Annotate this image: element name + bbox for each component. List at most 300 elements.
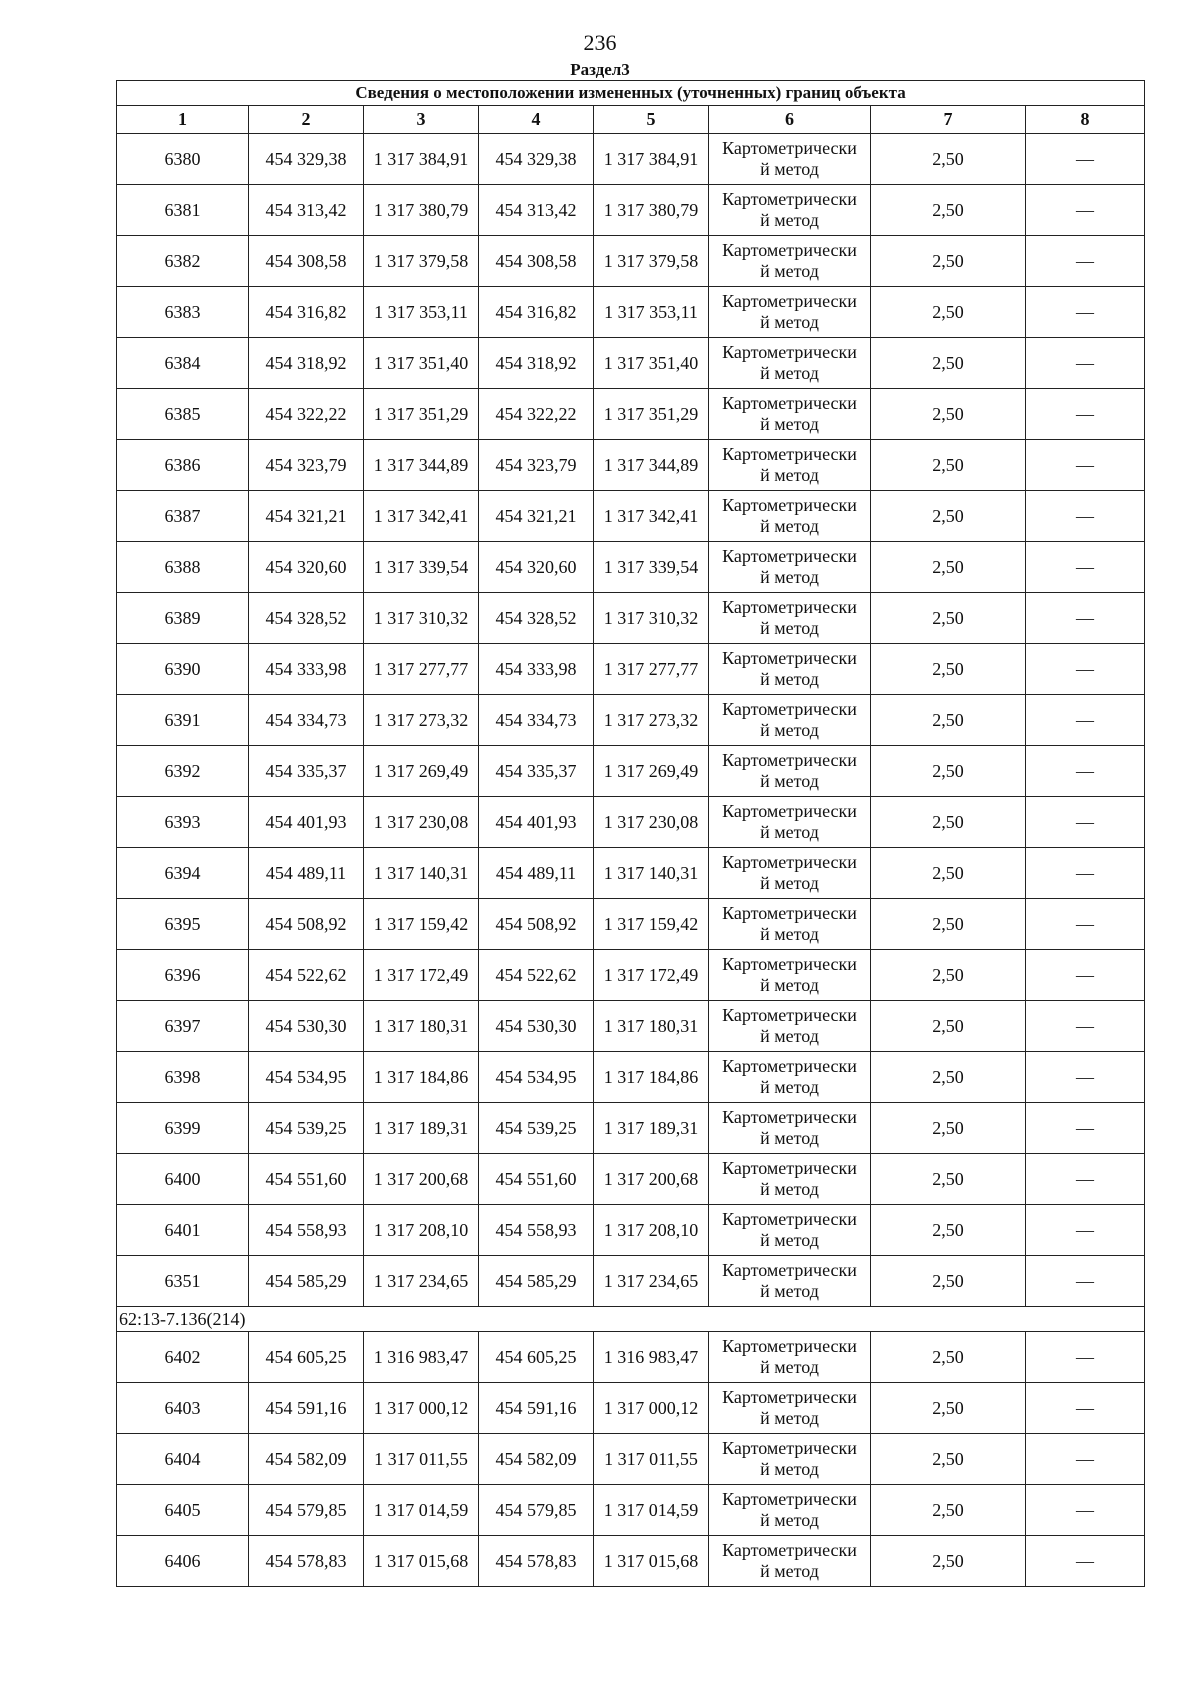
x-new-cell: 454 591,16 bbox=[479, 1383, 594, 1434]
table-row bbox=[117, 644, 1145, 695]
method-line: Картометрически bbox=[722, 852, 857, 872]
method-line: й метод bbox=[760, 261, 819, 281]
x-old-cell: 454 320,60 bbox=[249, 542, 364, 593]
point-number-cell: 6384 bbox=[117, 338, 249, 389]
y-new-cell: 1 316 983,47 bbox=[594, 1332, 709, 1383]
y-old-cell: 1 317 351,29 bbox=[364, 389, 479, 440]
table-row bbox=[117, 1434, 1145, 1485]
description-cell: — bbox=[1026, 593, 1145, 644]
method-line: Картометрически bbox=[722, 954, 857, 974]
method-line: Картометрически bbox=[722, 342, 857, 362]
description-cell: — bbox=[1026, 134, 1145, 185]
table-row bbox=[117, 1103, 1145, 1154]
accuracy-cell: 2,50 bbox=[871, 797, 1026, 848]
y-new-cell: 1 317 189,31 bbox=[594, 1103, 709, 1154]
table-row bbox=[117, 1536, 1145, 1587]
description-cell: — bbox=[1026, 797, 1145, 848]
accuracy-cell: 2,50 bbox=[871, 236, 1026, 287]
y-old-cell: 1 317 344,89 bbox=[364, 440, 479, 491]
x-old-cell: 454 530,30 bbox=[249, 1001, 364, 1052]
table-row bbox=[117, 236, 1145, 287]
accuracy-cell: 2,50 bbox=[871, 848, 1026, 899]
point-number-cell: 6390 bbox=[117, 644, 249, 695]
y-old-cell: 1 317 172,49 bbox=[364, 950, 479, 1001]
accuracy-cell: 2,50 bbox=[871, 1434, 1026, 1485]
y-old-cell: 1 317 379,58 bbox=[364, 236, 479, 287]
x-old-cell: 454 329,38 bbox=[249, 134, 364, 185]
accuracy-cell: 2,50 bbox=[871, 950, 1026, 1001]
y-new-cell: 1 317 184,86 bbox=[594, 1052, 709, 1103]
y-old-cell: 1 317 277,77 bbox=[364, 644, 479, 695]
x-new-cell: 454 318,92 bbox=[479, 338, 594, 389]
y-old-cell: 1 317 269,49 bbox=[364, 746, 479, 797]
method-cell bbox=[709, 644, 871, 695]
point-number-cell: 6400 bbox=[117, 1154, 249, 1205]
x-old-cell: 454 558,93 bbox=[249, 1205, 364, 1256]
group-section bbox=[117, 1307, 1145, 1332]
method-line: Картометрически bbox=[722, 240, 857, 260]
x-new-cell: 454 334,73 bbox=[479, 695, 594, 746]
method-cell bbox=[709, 695, 871, 746]
x-old-cell: 454 316,82 bbox=[249, 287, 364, 338]
x-new-cell: 454 605,25 bbox=[479, 1332, 594, 1383]
description-cell: — bbox=[1026, 1256, 1145, 1307]
method-line: Картометрически bbox=[722, 1387, 857, 1407]
method-line: Картометрически bbox=[722, 1158, 857, 1178]
y-new-cell: 1 317 230,08 bbox=[594, 797, 709, 848]
x-old-cell: 454 313,42 bbox=[249, 185, 364, 236]
accuracy-cell: 2,50 bbox=[871, 389, 1026, 440]
y-old-cell: 1 317 273,32 bbox=[364, 695, 479, 746]
y-old-cell: 1 316 983,47 bbox=[364, 1332, 479, 1383]
x-old-cell: 454 489,11 bbox=[249, 848, 364, 899]
method-cell bbox=[709, 1256, 871, 1307]
method-line: й метод bbox=[760, 1510, 819, 1530]
point-number-cell: 6381 bbox=[117, 185, 249, 236]
table-row bbox=[117, 134, 1145, 185]
method-line: й метод bbox=[760, 771, 819, 791]
x-new-cell: 454 534,95 bbox=[479, 1052, 594, 1103]
y-new-cell: 1 317 344,89 bbox=[594, 440, 709, 491]
y-old-cell: 1 317 234,65 bbox=[364, 1256, 479, 1307]
table-row bbox=[117, 1052, 1145, 1103]
accuracy-cell: 2,50 bbox=[871, 644, 1026, 695]
point-number-cell: 6406 bbox=[117, 1536, 249, 1587]
x-new-cell: 454 320,60 bbox=[479, 542, 594, 593]
x-new-cell: 454 522,62 bbox=[479, 950, 594, 1001]
method-line: й метод bbox=[760, 873, 819, 893]
description-cell: — bbox=[1026, 338, 1145, 389]
method-cell bbox=[709, 1536, 871, 1587]
method-line: Картометрически bbox=[722, 546, 857, 566]
column-header: 7 bbox=[871, 106, 1026, 134]
method-line: й метод bbox=[760, 1026, 819, 1046]
description-cell: — bbox=[1026, 1383, 1145, 1434]
x-new-cell: 454 585,29 bbox=[479, 1256, 594, 1307]
y-old-cell: 1 317 015,68 bbox=[364, 1536, 479, 1587]
method-line: Картометрически bbox=[722, 1005, 857, 1025]
group-row bbox=[117, 1307, 1145, 1332]
method-cell bbox=[709, 1434, 871, 1485]
y-old-cell: 1 317 351,40 bbox=[364, 338, 479, 389]
column-header: 4 bbox=[479, 106, 594, 134]
point-number-cell: 6388 bbox=[117, 542, 249, 593]
x-new-cell: 454 335,37 bbox=[479, 746, 594, 797]
method-cell bbox=[709, 440, 871, 491]
table-row bbox=[117, 950, 1145, 1001]
method-line: Картометрически bbox=[722, 1540, 857, 1560]
y-new-cell: 1 317 269,49 bbox=[594, 746, 709, 797]
table-row bbox=[117, 1154, 1145, 1205]
column-header: 3 bbox=[364, 106, 479, 134]
method-cell bbox=[709, 899, 871, 950]
y-new-cell: 1 317 208,10 bbox=[594, 1205, 709, 1256]
point-number-cell: 6383 bbox=[117, 287, 249, 338]
description-cell: — bbox=[1026, 950, 1145, 1001]
method-line: й метод bbox=[760, 312, 819, 332]
y-new-cell: 1 317 011,55 bbox=[594, 1434, 709, 1485]
x-old-cell: 454 322,22 bbox=[249, 389, 364, 440]
accuracy-cell: 2,50 bbox=[871, 1536, 1026, 1587]
y-new-cell: 1 317 342,41 bbox=[594, 491, 709, 542]
accuracy-cell: 2,50 bbox=[871, 695, 1026, 746]
table-row bbox=[117, 593, 1145, 644]
x-old-cell: 454 534,95 bbox=[249, 1052, 364, 1103]
accuracy-cell: 2,50 bbox=[871, 440, 1026, 491]
accuracy-cell: 2,50 bbox=[871, 1205, 1026, 1256]
description-cell: — bbox=[1026, 1001, 1145, 1052]
accuracy-cell: 2,50 bbox=[871, 1485, 1026, 1536]
method-line: Картометрически bbox=[722, 444, 857, 464]
description-cell: — bbox=[1026, 1536, 1145, 1587]
description-cell: — bbox=[1026, 746, 1145, 797]
method-line: Картометрически bbox=[722, 750, 857, 770]
group-label: 62:13-7.136(214) bbox=[117, 1307, 1145, 1332]
x-old-cell: 454 321,21 bbox=[249, 491, 364, 542]
table-row bbox=[117, 338, 1145, 389]
x-old-cell: 454 335,37 bbox=[249, 746, 364, 797]
y-old-cell: 1 317 342,41 bbox=[364, 491, 479, 542]
table-row bbox=[117, 440, 1145, 491]
y-new-cell: 1 317 234,65 bbox=[594, 1256, 709, 1307]
description-cell: — bbox=[1026, 1332, 1145, 1383]
table-caption-row bbox=[117, 81, 1145, 106]
method-cell bbox=[709, 491, 871, 542]
y-new-cell: 1 317 172,49 bbox=[594, 950, 709, 1001]
y-new-cell: 1 317 310,32 bbox=[594, 593, 709, 644]
section-title: Раздел3 bbox=[570, 60, 630, 79]
method-cell bbox=[709, 1383, 871, 1434]
x-new-cell: 454 539,25 bbox=[479, 1103, 594, 1154]
method-line: й метод bbox=[760, 924, 819, 944]
y-new-cell: 1 317 339,54 bbox=[594, 542, 709, 593]
method-line: й метод bbox=[760, 1128, 819, 1148]
point-number-cell: 6391 bbox=[117, 695, 249, 746]
method-line: Картометрически bbox=[722, 1336, 857, 1356]
x-old-cell: 454 318,92 bbox=[249, 338, 364, 389]
table-row bbox=[117, 695, 1145, 746]
accuracy-cell: 2,50 bbox=[871, 1383, 1026, 1434]
table-row bbox=[117, 389, 1145, 440]
x-old-cell: 454 582,09 bbox=[249, 1434, 364, 1485]
table-row bbox=[117, 185, 1145, 236]
point-number-cell: 6389 bbox=[117, 593, 249, 644]
accuracy-cell: 2,50 bbox=[871, 185, 1026, 236]
y-new-cell: 1 317 379,58 bbox=[594, 236, 709, 287]
point-number-cell: 6397 bbox=[117, 1001, 249, 1052]
description-cell: — bbox=[1026, 644, 1145, 695]
method-line: й метод bbox=[760, 363, 819, 383]
y-new-cell: 1 317 273,32 bbox=[594, 695, 709, 746]
accuracy-cell: 2,50 bbox=[871, 134, 1026, 185]
method-line: й метод bbox=[760, 1357, 819, 1377]
table-row bbox=[117, 1383, 1145, 1434]
description-cell: — bbox=[1026, 1485, 1145, 1536]
point-number-cell: 6393 bbox=[117, 797, 249, 848]
point-number-cell: 6392 bbox=[117, 746, 249, 797]
method-line: Картометрически bbox=[722, 1260, 857, 1280]
accuracy-cell: 2,50 bbox=[871, 899, 1026, 950]
method-line: й метод bbox=[760, 414, 819, 434]
method-line: Картометрически bbox=[722, 597, 857, 617]
x-new-cell: 454 333,98 bbox=[479, 644, 594, 695]
method-line: й метод bbox=[760, 1230, 819, 1250]
point-number-cell: 6385 bbox=[117, 389, 249, 440]
table-row bbox=[117, 542, 1145, 593]
column-header-row bbox=[117, 106, 1145, 134]
method-line: й метод bbox=[760, 516, 819, 536]
method-line: Картометрически bbox=[722, 189, 857, 209]
point-number-cell: 6386 bbox=[117, 440, 249, 491]
x-new-cell: 454 530,30 bbox=[479, 1001, 594, 1052]
method-cell bbox=[709, 1001, 871, 1052]
method-cell bbox=[709, 389, 871, 440]
method-cell bbox=[709, 338, 871, 389]
x-new-cell: 454 316,82 bbox=[479, 287, 594, 338]
method-line: Картометрически bbox=[722, 393, 857, 413]
method-line: й метод bbox=[760, 669, 819, 689]
x-new-cell: 454 551,60 bbox=[479, 1154, 594, 1205]
column-header: 6 bbox=[709, 106, 871, 134]
method-line: й метод bbox=[760, 975, 819, 995]
y-new-cell: 1 317 180,31 bbox=[594, 1001, 709, 1052]
x-new-cell: 454 508,92 bbox=[479, 899, 594, 950]
accuracy-cell: 2,50 bbox=[871, 1052, 1026, 1103]
y-old-cell: 1 317 339,54 bbox=[364, 542, 479, 593]
point-number-cell: 6382 bbox=[117, 236, 249, 287]
table-body-before bbox=[117, 134, 1145, 1307]
description-cell: — bbox=[1026, 1154, 1145, 1205]
x-old-cell: 454 578,83 bbox=[249, 1536, 364, 1587]
y-new-cell: 1 317 000,12 bbox=[594, 1383, 709, 1434]
point-number-cell: 6387 bbox=[117, 491, 249, 542]
description-cell: — bbox=[1026, 1103, 1145, 1154]
point-number-cell: 6399 bbox=[117, 1103, 249, 1154]
point-number-cell: 6405 bbox=[117, 1485, 249, 1536]
accuracy-cell: 2,50 bbox=[871, 1256, 1026, 1307]
point-number-cell: 6351 bbox=[117, 1256, 249, 1307]
table-row bbox=[117, 1205, 1145, 1256]
method-cell bbox=[709, 797, 871, 848]
description-cell: — bbox=[1026, 1205, 1145, 1256]
method-cell bbox=[709, 1154, 871, 1205]
method-cell bbox=[709, 185, 871, 236]
x-old-cell: 454 333,98 bbox=[249, 644, 364, 695]
method-line: Картометрически bbox=[722, 138, 857, 158]
accuracy-cell: 2,50 bbox=[871, 593, 1026, 644]
method-line: Картометрически bbox=[722, 1209, 857, 1229]
method-cell bbox=[709, 236, 871, 287]
y-old-cell: 1 317 159,42 bbox=[364, 899, 479, 950]
accuracy-cell: 2,50 bbox=[871, 1332, 1026, 1383]
y-new-cell: 1 317 015,68 bbox=[594, 1536, 709, 1587]
description-cell: — bbox=[1026, 287, 1145, 338]
point-number-cell: 6404 bbox=[117, 1434, 249, 1485]
description-cell: — bbox=[1026, 542, 1145, 593]
x-new-cell: 454 558,93 bbox=[479, 1205, 594, 1256]
description-cell: — bbox=[1026, 236, 1145, 287]
method-cell bbox=[709, 746, 871, 797]
point-number-cell: 6395 bbox=[117, 899, 249, 950]
method-cell bbox=[709, 542, 871, 593]
table-row bbox=[117, 1001, 1145, 1052]
method-cell bbox=[709, 848, 871, 899]
accuracy-cell: 2,50 bbox=[871, 1103, 1026, 1154]
method-line: Картометрически bbox=[722, 495, 857, 515]
page-number: 236 bbox=[583, 30, 617, 55]
y-old-cell: 1 317 200,68 bbox=[364, 1154, 479, 1205]
method-line: й метод bbox=[760, 1408, 819, 1428]
method-line: Картометрически bbox=[722, 1489, 857, 1509]
column-header: 8 bbox=[1026, 106, 1145, 134]
x-new-cell: 454 313,42 bbox=[479, 185, 594, 236]
description-cell: — bbox=[1026, 695, 1145, 746]
x-new-cell: 454 328,52 bbox=[479, 593, 594, 644]
y-old-cell: 1 317 189,31 bbox=[364, 1103, 479, 1154]
x-old-cell: 454 323,79 bbox=[249, 440, 364, 491]
description-cell: — bbox=[1026, 491, 1145, 542]
x-old-cell: 454 334,73 bbox=[249, 695, 364, 746]
table-body-after bbox=[117, 1332, 1145, 1587]
method-line: Картометрически bbox=[722, 699, 857, 719]
x-new-cell: 454 401,93 bbox=[479, 797, 594, 848]
y-old-cell: 1 317 000,12 bbox=[364, 1383, 479, 1434]
description-cell: — bbox=[1026, 185, 1145, 236]
y-new-cell: 1 317 277,77 bbox=[594, 644, 709, 695]
y-old-cell: 1 317 310,32 bbox=[364, 593, 479, 644]
point-number-cell: 6394 bbox=[117, 848, 249, 899]
description-cell: — bbox=[1026, 899, 1145, 950]
y-old-cell: 1 317 014,59 bbox=[364, 1485, 479, 1536]
point-number-cell: 6403 bbox=[117, 1383, 249, 1434]
accuracy-cell: 2,50 bbox=[871, 1154, 1026, 1205]
table-row bbox=[117, 1332, 1145, 1383]
method-cell bbox=[709, 134, 871, 185]
method-line: Картометрически bbox=[722, 1056, 857, 1076]
y-old-cell: 1 317 380,79 bbox=[364, 185, 479, 236]
y-new-cell: 1 317 384,91 bbox=[594, 134, 709, 185]
method-cell bbox=[709, 1205, 871, 1256]
method-line: й метод bbox=[760, 1179, 819, 1199]
method-line: й метод bbox=[760, 1459, 819, 1479]
accuracy-cell: 2,50 bbox=[871, 287, 1026, 338]
description-cell: — bbox=[1026, 389, 1145, 440]
accuracy-cell: 2,50 bbox=[871, 746, 1026, 797]
method-line: й метод bbox=[760, 567, 819, 587]
x-old-cell: 454 539,25 bbox=[249, 1103, 364, 1154]
method-line: й метод bbox=[760, 210, 819, 230]
y-new-cell: 1 317 140,31 bbox=[594, 848, 709, 899]
y-old-cell: 1 317 184,86 bbox=[364, 1052, 479, 1103]
method-cell bbox=[709, 287, 871, 338]
y-new-cell: 1 317 353,11 bbox=[594, 287, 709, 338]
x-old-cell: 454 522,62 bbox=[249, 950, 364, 1001]
point-number-cell: 6402 bbox=[117, 1332, 249, 1383]
method-line: й метод bbox=[760, 720, 819, 740]
method-line: Картометрически bbox=[722, 801, 857, 821]
table-row bbox=[117, 899, 1145, 950]
method-line: Картометрически bbox=[722, 1107, 857, 1127]
accuracy-cell: 2,50 bbox=[871, 542, 1026, 593]
method-line: Картометрически bbox=[722, 1438, 857, 1458]
y-old-cell: 1 317 011,55 bbox=[364, 1434, 479, 1485]
accuracy-cell: 2,50 bbox=[871, 338, 1026, 389]
y-old-cell: 1 317 180,31 bbox=[364, 1001, 479, 1052]
description-cell: — bbox=[1026, 1052, 1145, 1103]
x-old-cell: 454 579,85 bbox=[249, 1485, 364, 1536]
x-new-cell: 454 329,38 bbox=[479, 134, 594, 185]
y-old-cell: 1 317 353,11 bbox=[364, 287, 479, 338]
x-new-cell: 454 308,58 bbox=[479, 236, 594, 287]
method-line: й метод bbox=[760, 618, 819, 638]
table-row bbox=[117, 1256, 1145, 1307]
point-number-cell: 6401 bbox=[117, 1205, 249, 1256]
x-old-cell: 454 328,52 bbox=[249, 593, 364, 644]
table-caption: Сведения о местоположении измененных (уточненных) границ объекта bbox=[117, 81, 1145, 106]
x-old-cell: 454 308,58 bbox=[249, 236, 364, 287]
y-new-cell: 1 317 351,29 bbox=[594, 389, 709, 440]
x-old-cell: 454 585,29 bbox=[249, 1256, 364, 1307]
method-cell bbox=[709, 950, 871, 1001]
x-new-cell: 454 323,79 bbox=[479, 440, 594, 491]
method-line: й метод bbox=[760, 822, 819, 842]
method-cell bbox=[709, 593, 871, 644]
table-row bbox=[117, 797, 1145, 848]
x-new-cell: 454 489,11 bbox=[479, 848, 594, 899]
method-line: Картометрически bbox=[722, 648, 857, 668]
table-row bbox=[117, 1485, 1145, 1536]
x-new-cell: 454 579,85 bbox=[479, 1485, 594, 1536]
method-cell bbox=[709, 1332, 871, 1383]
x-new-cell: 454 578,83 bbox=[479, 1536, 594, 1587]
x-new-cell: 454 322,22 bbox=[479, 389, 594, 440]
column-header: 2 bbox=[249, 106, 364, 134]
method-line: й метод bbox=[760, 159, 819, 179]
x-new-cell: 454 321,21 bbox=[479, 491, 594, 542]
point-number-cell: 6398 bbox=[117, 1052, 249, 1103]
point-number-cell: 6380 bbox=[117, 134, 249, 185]
method-line: й метод bbox=[760, 1077, 819, 1097]
y-new-cell: 1 317 351,40 bbox=[594, 338, 709, 389]
x-old-cell: 454 401,93 bbox=[249, 797, 364, 848]
column-header: 1 bbox=[117, 106, 249, 134]
x-old-cell: 454 591,16 bbox=[249, 1383, 364, 1434]
y-new-cell: 1 317 380,79 bbox=[594, 185, 709, 236]
table-row bbox=[117, 746, 1145, 797]
y-old-cell: 1 317 208,10 bbox=[364, 1205, 479, 1256]
method-line: й метод bbox=[760, 1561, 819, 1581]
point-number-cell: 6396 bbox=[117, 950, 249, 1001]
